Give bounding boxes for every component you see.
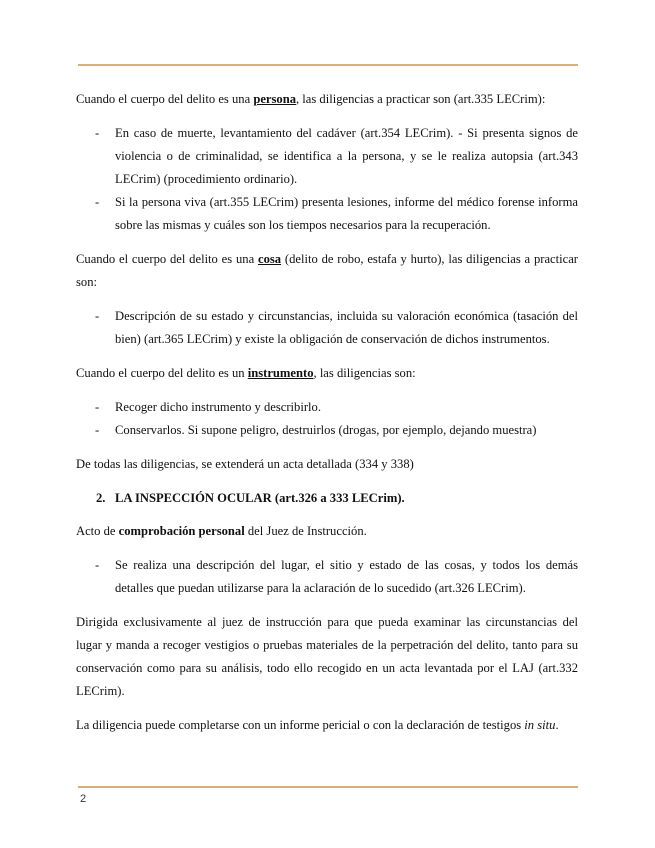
persona-list <box>76 122 578 237</box>
document-body <box>76 88 578 748</box>
list-item: - Conservarlos. Si supone peligro, destruirlos (drogas, por ejemplo, dejando muestra) <box>76 419 578 442</box>
list-item: - Descripción de su estado y circunstancias, incluida su valoración económica (tasación del bien) (art.365 LECrim) y existe la obligación de conservación de dichos instrumentos. <box>76 305 578 351</box>
keyword-cosa: cosa <box>257 252 282 266</box>
in-situ-italic: in situ <box>524 718 556 732</box>
keyword-instrumento: instrumento <box>247 366 314 380</box>
inspeccion-paragraph: Dirigida exclusivamente al juez de instrucción para que pueda examinar las circunstancias del lugar y manda a recoger vestigios o pruebas materiales de la perpetración del delito, tanto para su conservación como para su análisis, todo ello recogido en un acta levantada por el LAJ (art.332 LECrim). <box>76 615 578 698</box>
keyword-persona: persona <box>253 92 296 106</box>
list-item: - Recoger dicho instrumento y describirlo. <box>76 396 578 419</box>
summary-paragraph: De todas las diligencias, se extenderá un acta detallada (334 y 338) <box>76 457 414 471</box>
heading-text: LA INSPECCIÓN OCULAR (art.326 a 333 LECrim). <box>115 491 405 505</box>
final-paragraph: La diligencia puede completarse con un informe pericial o con la declaración de testigos in situ. <box>76 718 559 732</box>
keyword-comprobacion: comprobación personal <box>118 524 245 538</box>
footer-rule <box>78 786 578 788</box>
persona-intro: Cuando el cuerpo del delito es una persona, las diligencias a practicar son (art.335 LECrim): <box>76 92 546 106</box>
cosa-intro: Cuando el cuerpo del delito es una cosa (delito de robo, estafa y hurto), las diligencias a practicar son: <box>76 252 578 289</box>
list-item: - En caso de muerte, levantamiento del cadáver (art.354 LECrim). - Si presenta signos de violencia o de criminalidad, se identifica a la persona, y se le realiza autopsia (art.343 LECrim) (procedimiento ordinario). <box>76 122 578 191</box>
list-item: - Si la persona viva (art.355 LECrim) presenta lesiones, informe del médico forense informa sobre las mismas y cuáles son los tiempos necesarios para la recuperación. <box>76 191 578 237</box>
instrumento-list <box>76 396 578 442</box>
cosa-list <box>76 305 578 351</box>
heading-number: 2. <box>96 491 106 505</box>
page-number: 2 <box>80 793 87 805</box>
act-paragraph: Acto de comprobación personal del Juez de Instrucción. <box>76 524 367 538</box>
section-heading <box>76 487 578 510</box>
list-item: - Se realiza una descripción del lugar, el sitio y estado de las cosas, y todos los demás detalles que puedan utilizarse para la aclaración de lo sucedido (art.326 LECrim). <box>76 554 578 600</box>
header-rule <box>78 64 578 66</box>
instrumento-intro: Cuando el cuerpo del delito es un instrumento, las diligencias son: <box>76 366 416 380</box>
inspeccion-list <box>76 554 578 600</box>
